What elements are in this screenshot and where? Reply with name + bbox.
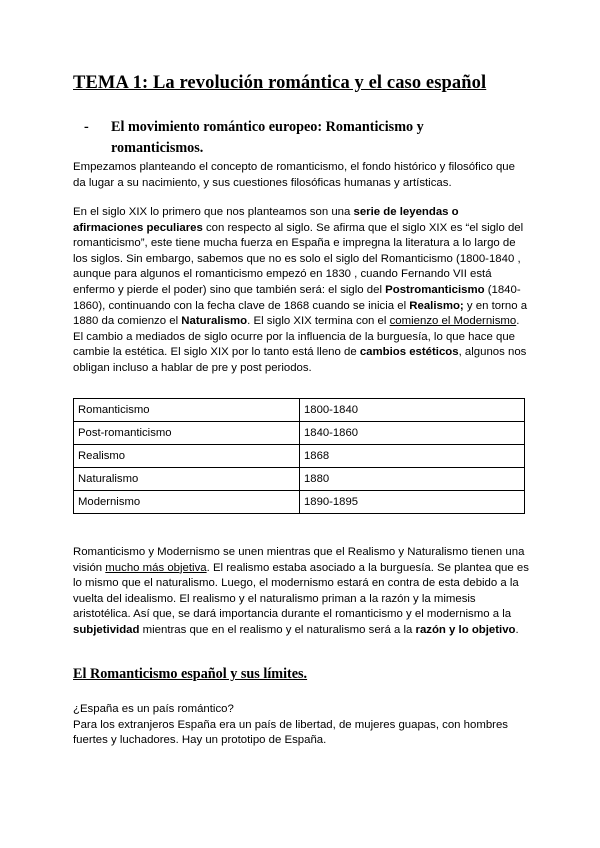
movement-cell: Realismo xyxy=(74,445,300,468)
movement-cell: Modernismo xyxy=(74,491,300,514)
paragraph-siglo-xix xyxy=(73,205,529,377)
dates-cell: 1840-1860 xyxy=(300,422,525,445)
bold-text: subjetividad xyxy=(73,623,140,636)
underlined-text: comienzo el Modernismo xyxy=(389,315,517,328)
paragraph-espana xyxy=(73,702,529,749)
movement-cell: Naturalismo xyxy=(74,468,300,491)
text-run: En el siglo XIX lo primero que nos planteamos son una xyxy=(73,206,354,218)
bold-text: razón y lo objetivo xyxy=(415,623,516,636)
text-run: Romanticismo y Modernismo se unen mientras que el Realismo y Naturalismo tienen una visión xyxy=(73,546,525,574)
bold-text: Realismo; xyxy=(409,299,464,312)
text-run: y en torno a 1880 da comienzo el xyxy=(73,299,528,328)
question-line: ¿España es un país romántico? xyxy=(73,703,234,715)
text-run: . El cambio a mediados de siglo ocurre por la influencia de la burguesía, lo que hace que cambie la estética. El siglo XIX por lo tanto está lleno de xyxy=(73,315,520,359)
text-run: , algunos nos obligan incluso a hablar de pre y post periodos. xyxy=(73,346,527,374)
table-row xyxy=(74,468,525,491)
answer-text: Para los extranjeros España era un país de libertad, de mujeres guapas, con hombres fuertes y luchadores. Hay un prototipo de España. xyxy=(73,718,508,747)
text-run: . El realismo estaba asociado a la burguesía. Se plantea que es lo mismo que el naturalismo. Luego, el modernismo estará en contra de esta debido a la vuelta del idealismo. El realismo y el naturalismo priman a la razón y la mimesis aristotélica. Así que, se dará importancia durante el romanticismo y el modernismo a la xyxy=(73,561,529,621)
table-row xyxy=(74,422,525,445)
text-run: con respecto al siglo. Se afirma que el siglo XIX es “el siglo del romanticismo”, este tiene mucha fuerza en España e impregna la literatura a lo largo de los siglos. Sin embargo, sabemos que no es solo el siglo del Romanticismo (1800-1840 , aunque para algunos el romanticismo empezó en 1830 , cuando Fernando VII está enfermo y pierde el poder) sino que también será: el siglo del xyxy=(73,221,524,296)
table-row xyxy=(74,399,525,422)
periods-table xyxy=(73,398,525,514)
paragraph-comparison xyxy=(73,545,529,639)
page-title: TEMA 1: La revolución romántica y el caso español xyxy=(73,73,487,93)
list-dash: - xyxy=(84,119,89,135)
dates-cell: 1890-1895 xyxy=(300,491,525,514)
dates-cell: 1800-1840 xyxy=(300,399,525,422)
movement-cell: Post-romanticismo xyxy=(74,422,300,445)
text-run: (1840-1860), continuando con la fecha clave de 1868 cuando se inicia el xyxy=(73,283,521,312)
bold-text: Postromanticismo xyxy=(385,283,485,296)
table-row xyxy=(74,445,525,468)
dates-cell: 1880 xyxy=(300,468,525,491)
table-row xyxy=(74,491,525,514)
paragraph-intro: Empezamos planteando el concepto de romanticismo, el fondo histórico y filosófico que da lugar a su nacimiento, y sus cuestiones filosóficas humanas y artísticas. xyxy=(73,161,515,189)
movement-cell: Romanticismo xyxy=(74,399,300,422)
text-run: mientras que en el realismo y el naturalismo será a la xyxy=(139,623,416,636)
section-heading-2: El Romanticismo español y sus límites. xyxy=(73,666,308,682)
dates-cell: 1868 xyxy=(300,445,525,468)
text-run: . El siglo XIX termina con el xyxy=(247,315,390,328)
underlined-text: mucho más objetiva xyxy=(105,561,207,574)
bold-text: Naturalismo xyxy=(181,315,248,328)
bold-text: serie de leyendas o afirmaciones peculiares xyxy=(73,206,459,234)
text-run: . xyxy=(515,623,519,636)
section-heading-1 xyxy=(84,117,484,159)
section-heading-1-text: El movimiento romántico europeo: Romanticismo y romanticismos. xyxy=(111,119,424,156)
bold-text: cambios estéticos xyxy=(359,346,459,359)
